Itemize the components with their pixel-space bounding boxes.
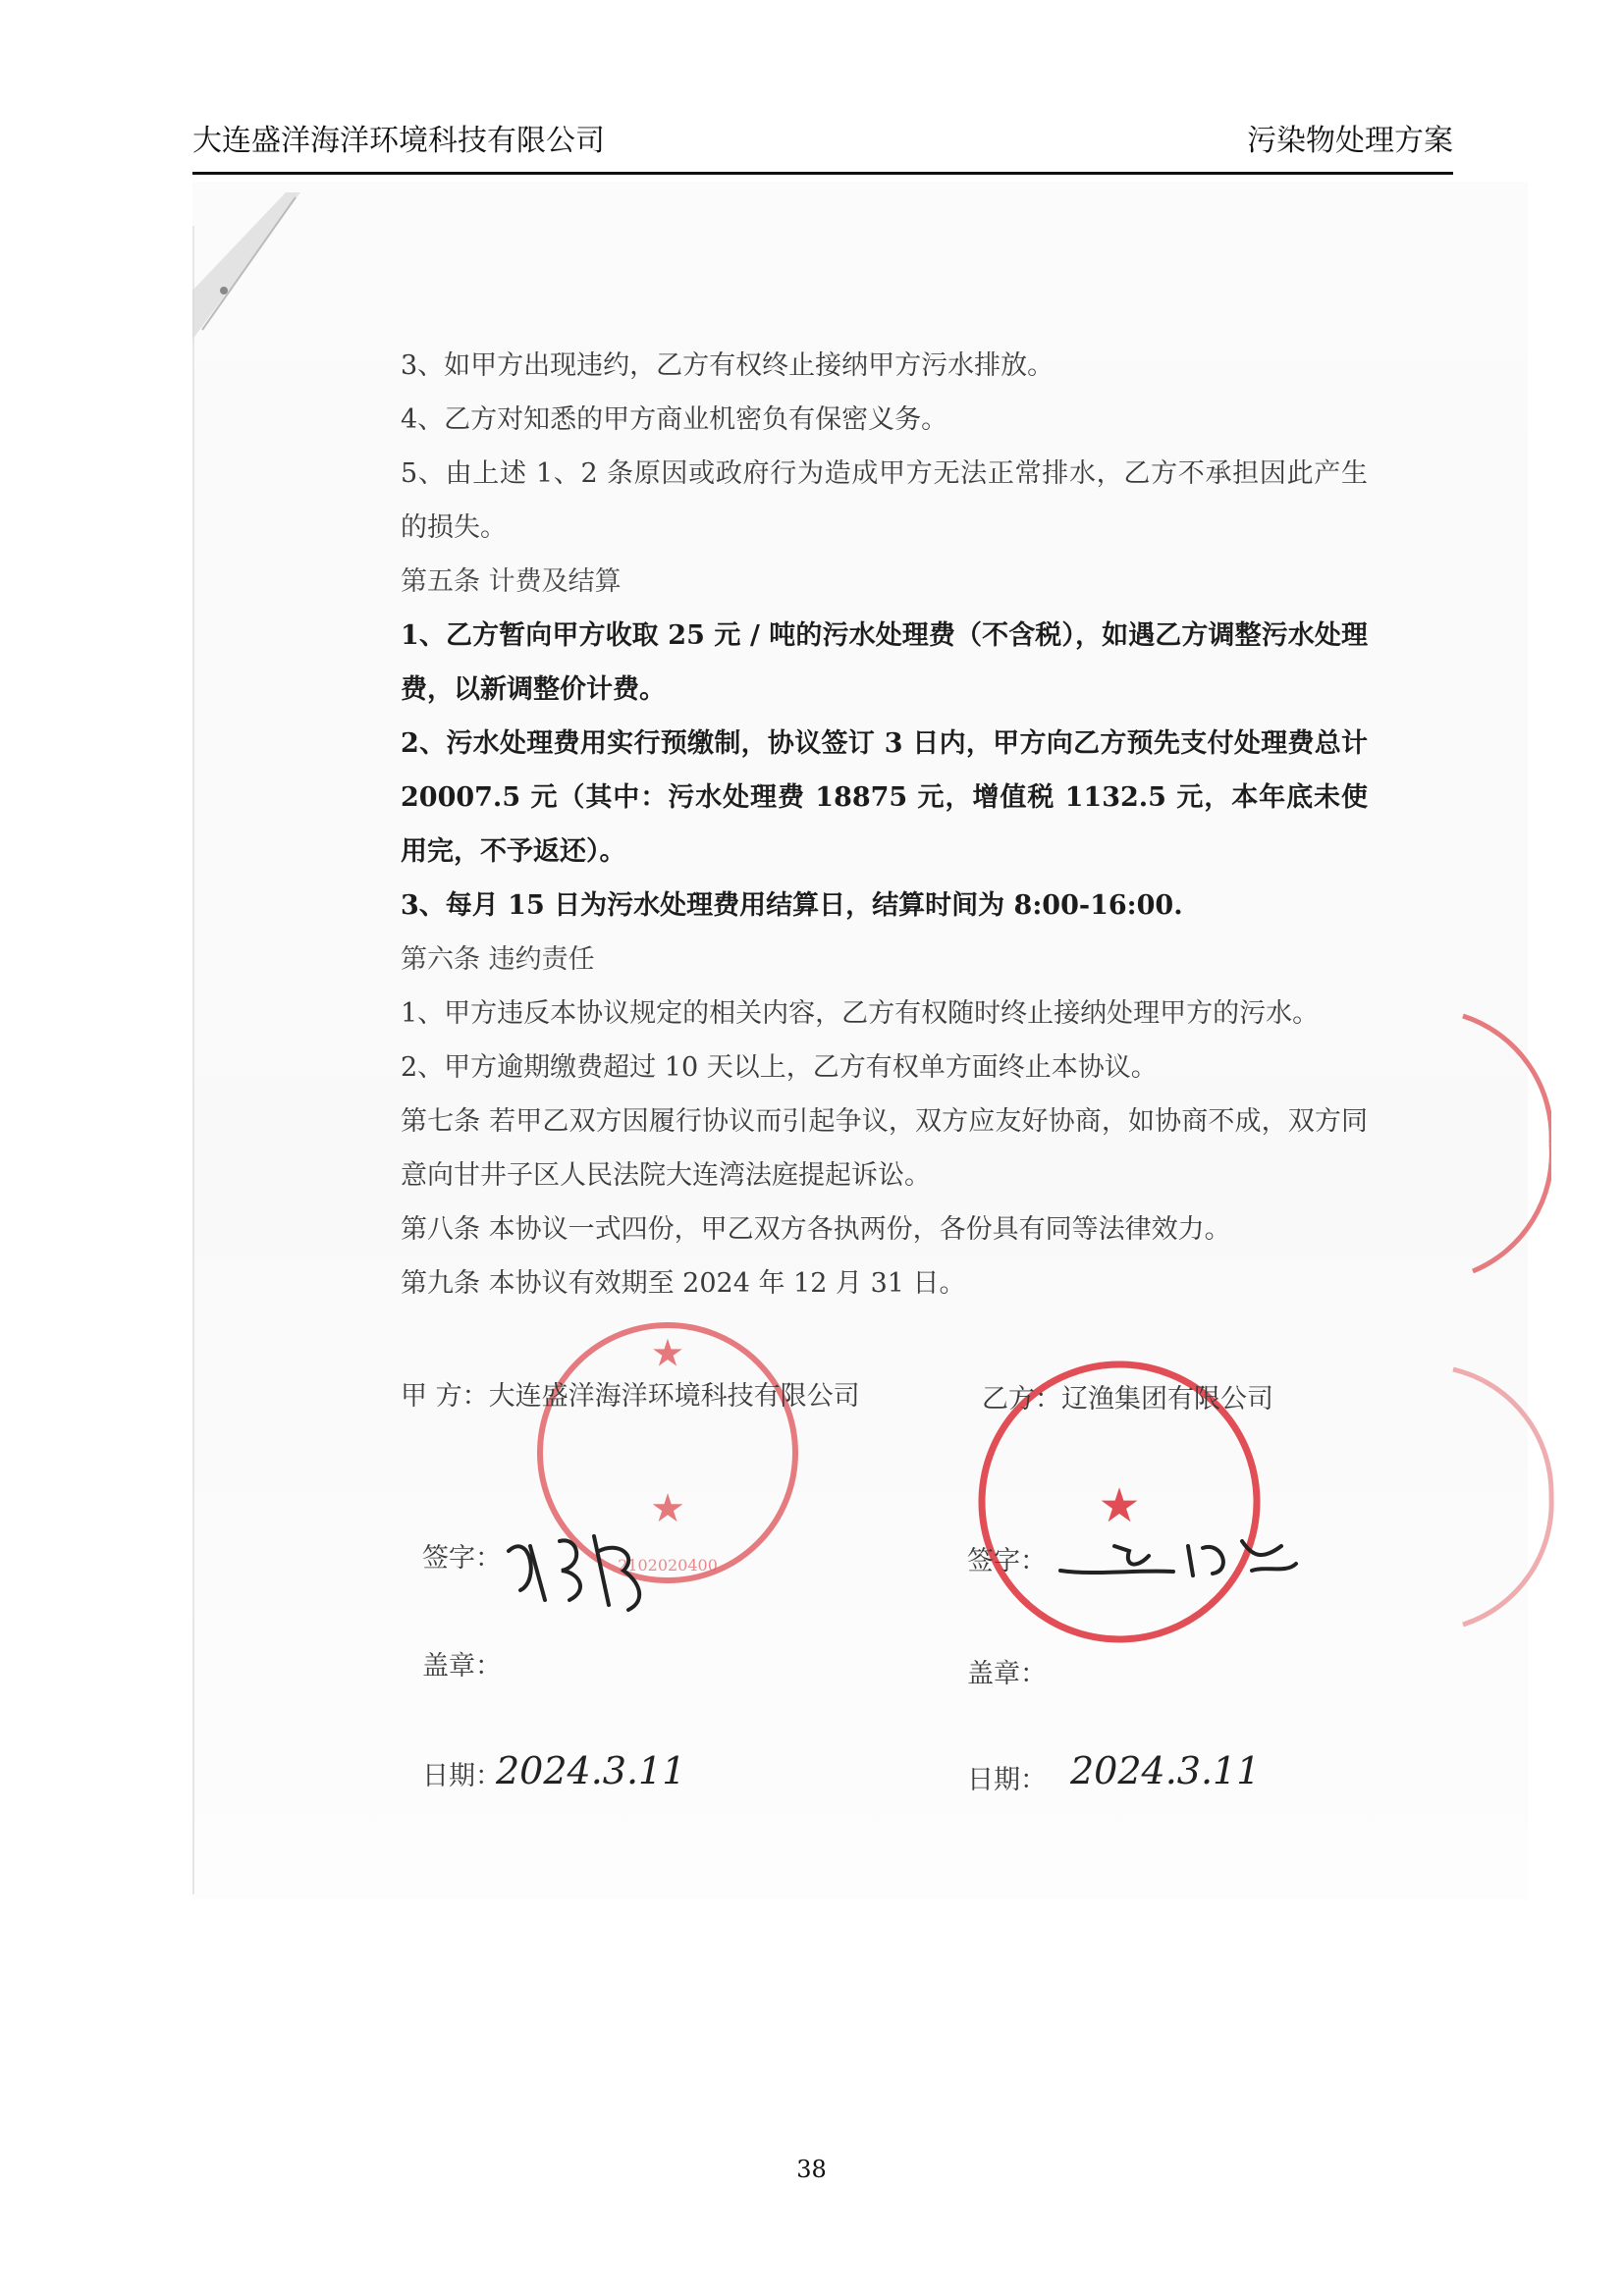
paper-fold-mark	[192, 192, 310, 349]
svg-text:★: ★	[1098, 1478, 1141, 1533]
clause-paragraph: 1、乙方暂向甲方收取 25 元 / 吨的污水处理费（不含税），如遇乙方调整污水处理费，以新调整价计费。	[401, 620, 1368, 705]
party-a-name-line: 甲 方：大连盛洋海洋环境科技有限公司	[401, 1381, 860, 1412]
party-b-handwritten-date: 2024.3.11	[1070, 1749, 1261, 1792]
svg-text:2102020400: 2102020400	[618, 1556, 718, 1575]
party-b-name-line: 乙方：辽渔集团有限公司	[982, 1384, 1273, 1415]
party-b-seal-label: 盖章：	[967, 1659, 1047, 1689]
clause-paragraph: 第八条 本协议一式四份，甲乙双方各执两份，各份具有同等法律效力。	[401, 1214, 1231, 1245]
party-b-sign-label: 签字：	[967, 1546, 1047, 1576]
edge-seal-top	[1453, 1006, 1551, 1281]
agreement-body	[401, 339, 1368, 1310]
article-heading: 第六条 违约责任	[401, 944, 595, 975]
clause-paragraph: 第七条 若甲乙双方因履行协议而引起争议，双方应友好协商，如协商不成，双方同意向甘井子区人民法院大连湾法庭提起诉讼。	[401, 1106, 1368, 1191]
clause-paragraph: 2、甲方逾期缴费超过 10 天以上，乙方有权单方面终止本协议。	[401, 1052, 1158, 1083]
article-heading: 第五条 计费及结算	[401, 566, 622, 597]
clause-paragraph: 4、乙方对知悉的甲方商业机密负有保密义务。	[401, 404, 948, 435]
party-b-date-label: 日期：	[967, 1765, 1047, 1795]
party-a-handwritten-date: 2024.3.11	[496, 1749, 686, 1792]
header-company: 大连盛洋海洋环境科技有限公司	[192, 124, 605, 158]
header-rule	[192, 172, 1453, 175]
svg-text:★: ★	[650, 1486, 685, 1531]
header-doc-title: 污染物处理方案	[1247, 124, 1453, 158]
clause-paragraph: 第九条 本协议有效期至 2024 年 12 月 31 日。	[401, 1268, 966, 1299]
party-a-seal-label: 盖章：	[422, 1651, 502, 1682]
edge-seal-bottom	[1448, 1360, 1556, 1634]
clause-paragraph: 1、甲方违反本协议规定的相关内容，乙方有权随时终止接纳处理甲方的污水。	[401, 998, 1320, 1029]
clause-paragraph: 2、污水处理费用实行预缴制，协议签订 3 日内，甲方向乙方预先支付处理费总计 20007.5 元（其中：污水处理费 18875 元，增值税 1132.5 元，本年底未使用完，不予返还）。	[401, 728, 1368, 867]
clause-paragraph: 3、如甲方出现违约，乙方有权终止接纳甲方污水排放。	[401, 350, 1055, 381]
party-a-date-label: 日期：	[422, 1761, 502, 1791]
svg-text:★: ★	[652, 1334, 683, 1373]
party-b-handwritten-signature	[1055, 1526, 1301, 1595]
party-a-sign-label: 签字：	[422, 1543, 502, 1574]
scan-edge-line	[192, 226, 194, 1895]
clause-paragraph: 3、每月 15 日为污水处理费用结算日，结算时间为 8:00-16:00.	[401, 890, 1183, 921]
page-number: 38	[796, 2156, 827, 2183]
party-a-handwritten-signature	[501, 1512, 658, 1620]
clause-paragraph: 5、由上述 1、2 条原因或政府行为造成甲方无法正常排水，乙方不承担因此产生的损失。	[401, 458, 1368, 543]
